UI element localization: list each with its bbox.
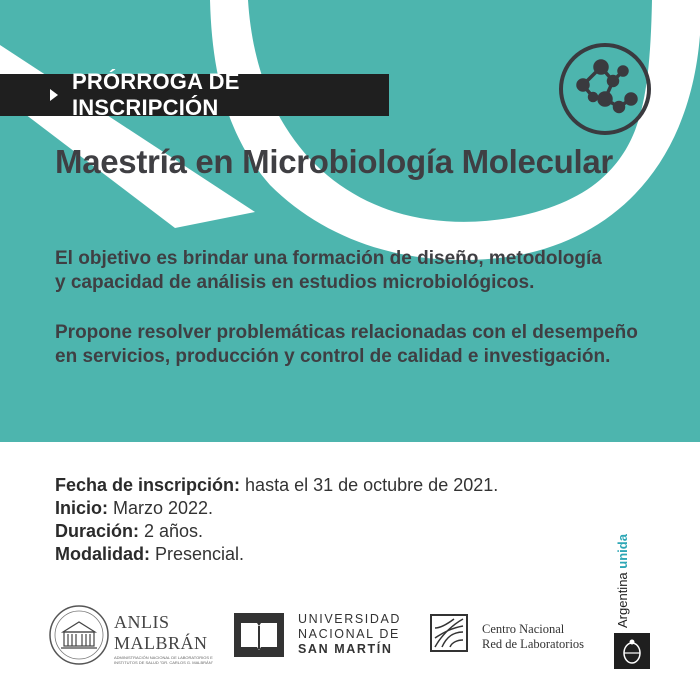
objective-paragraph <box>55 247 602 295</box>
detail-label: Inicio: <box>55 498 108 518</box>
unsam-line-1: UNIVERSIDAD <box>298 612 402 626</box>
detail-start <box>55 497 498 520</box>
cnrl-logo <box>430 613 600 653</box>
cnrl-line-2: Red de Laboratorios <box>482 637 585 651</box>
play-arrow-icon <box>50 89 58 101</box>
extension-badge <box>0 69 389 120</box>
anlis-subtitle: ADMINISTRACIÓN NACIONAL DE LABORATORIOS E INSTITUTOS DE SALUD "DR. CARLOS G. MALBRÁN" <box>114 655 214 665</box>
detail-registration-date <box>55 474 498 497</box>
argentina-word: Argentina <box>615 572 630 628</box>
page-title: Maestría en Microbiología Molecular <box>55 143 613 180</box>
unsam-line-3: SAN MARTÍN <box>298 642 393 656</box>
program-details <box>55 474 498 566</box>
objective-line-2: y capacidad de análisis en estudios microbiológicos. <box>55 272 535 293</box>
molecule-icon <box>557 41 653 137</box>
detail-value: Marzo 2022. <box>108 498 214 518</box>
objective-line-1: El objetivo es brindar una formación de diseño, metodología <box>55 248 602 269</box>
proposal-line-1: Propone resolver problemáticas relacionadas con el desempeño <box>55 322 638 343</box>
detail-value: Presencial. <box>150 544 245 564</box>
argentina-emblem <box>614 633 650 669</box>
anlis-malbran-logo <box>48 604 214 666</box>
detail-label: Fecha de inscripción: <box>55 475 241 495</box>
argentina-unida-text <box>615 534 630 628</box>
detail-label: Modalidad: <box>55 544 150 564</box>
unsam-line-2: NACIONAL DE <box>298 627 400 641</box>
proposal-line-2: en servicios, producción y control de calidad e investigación. <box>55 346 611 367</box>
detail-duration <box>55 520 498 543</box>
anlis-seal-icon <box>48 604 110 666</box>
detail-label: Duración: <box>55 521 140 541</box>
globe-grid-icon <box>430 614 468 652</box>
detail-value: 2 años. <box>139 521 204 541</box>
detail-modality <box>55 543 498 566</box>
unsam-logo <box>234 610 404 660</box>
book-icon <box>234 613 284 657</box>
unida-word: unida <box>615 534 630 569</box>
coat-of-arms-icon <box>614 633 650 669</box>
proposal-paragraph <box>55 321 638 369</box>
cnrl-line-1: Centro Nacional <box>482 622 565 636</box>
malbran-name: MALBRÁN <box>114 633 208 653</box>
anlis-name: ANLIS <box>114 612 170 632</box>
badge-label: PRÓRROGA DE INSCRIPCIÓN <box>72 69 240 120</box>
detail-value: hasta el 31 de octubre de 2021. <box>240 475 499 495</box>
